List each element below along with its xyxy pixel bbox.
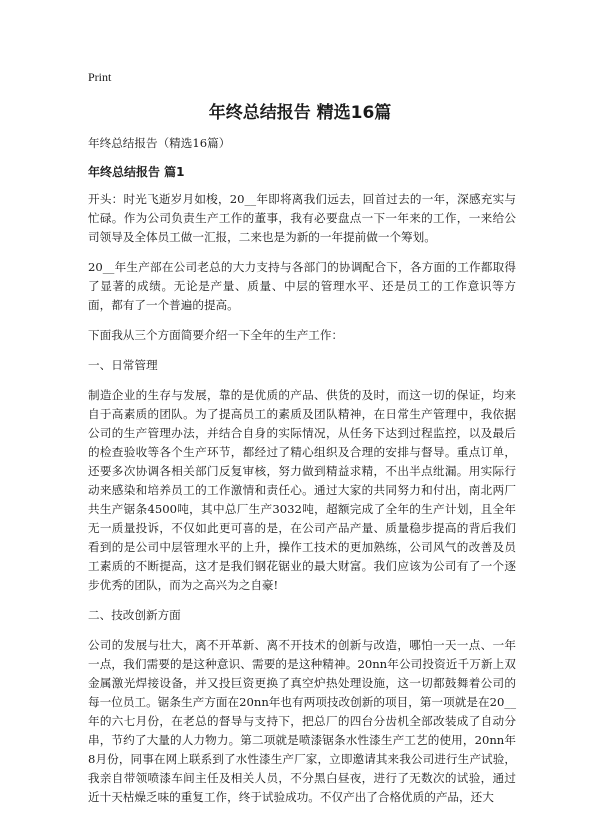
section-heading: 年终总结报告 篇1 bbox=[88, 165, 185, 179]
paragraph-achievements: 20__年生产部在公司老总的大力支持与各部门的协调配合下，各方面的工作都取得了显著的成绩。无论是产量、质量、中层的管理水平、还是员工的工作意识等方面，都有了一个普遍的提高。 bbox=[88, 260, 516, 312]
section-title-daily-management: 一、日常管理 bbox=[88, 358, 158, 372]
paragraph-daily-management: 制造企业的生存与发展，靠的是优质的产品、供货的及时，而这一切的保证，均来自于高素质的团队。为了提高员工的素质及团队精神，在日常生产管理中，我依据公司的生产管理办法，并结合自身的实际情况，从任务下达到过程监控，以及最后的检查验收等各个生产环节，都经过了精心组织及合理的安排与督导。重点订单，还要多次协调各相关部门反复审核，努力做到精益求精，不出半点纰漏。用实际行动来感染和培养员工的工作激情和责任心。通过大家的共同努力和付出，南北两厂共生产锯条4500吨，其中总厂生产3032吨，超额完成了全年的生产计划，且全年无一质量投诉，不仅如此更可喜的是，在公司产品产量、质量稳步提高的背后我们看到的是公司中层管理水平的上升，操作工技术的更加熟练，公司风气的改善及员工素质的不断提高，这才是我们钢花锯业的最大财富。我们应该为公司有了一个逐步优秀的团队，而为之高兴为之自豪! bbox=[88, 388, 516, 592]
page-title: 年终总结报告 精选16篇 bbox=[208, 103, 392, 123]
document-body bbox=[88, 134, 516, 818]
paragraph-innovation: 公司的发展与壮大，离不开革新、离不开技术的创新与改造，哪怕一天一点、一年一点，我们需要的是这种意识、需要的是这种精神。20nn年公司投资近千万新上双金属激光焊接设备，并又投巨资更换了真空炉热处理设施，这一切都鼓舞着公司的每一位员工。锯条生产方面在20nn年也有两项技改创新的项目，第一项就是在20__年的六七月份，在老总的督导与支持下，把总厂的四台分齿机全部改装成了自动分串，节约了大量的人力物力。第二项就是喷漆锯条水性漆生产工艺的使用，20nn年8月份，同事在网上联系到了水性漆生产厂家，立即邀请其来我公司进行生产试验，我亲自带领喷漆车间主任及相关人员，不分黑白昼夜，进行了无数次的试验，通过近十天枯燥乏味的重复工作，终于试验成功。不仅产出了合格优质的产品，还大 bbox=[88, 638, 516, 804]
document-subtitle: 年终总结报告（精选16篇） bbox=[88, 136, 231, 150]
print-link[interactable]: Print bbox=[88, 70, 112, 84]
paragraph-intro: 开头：时光飞逝岁月如梭，20__年即将离我们远去，回首过去的一年，深感充实与忙碌。作为公司负责生产工作的董事，我有必要盘点一下一年来的工作，一来给公司领导及全体员工做一汇报，二来也是为新的一年提前做一个筹划。 bbox=[88, 192, 516, 244]
paragraph-overview: 下面我从三个方面简要介绍一下全年的生产工作： bbox=[88, 328, 344, 342]
section-title-innovation: 二、技改创新方面 bbox=[88, 608, 181, 622]
